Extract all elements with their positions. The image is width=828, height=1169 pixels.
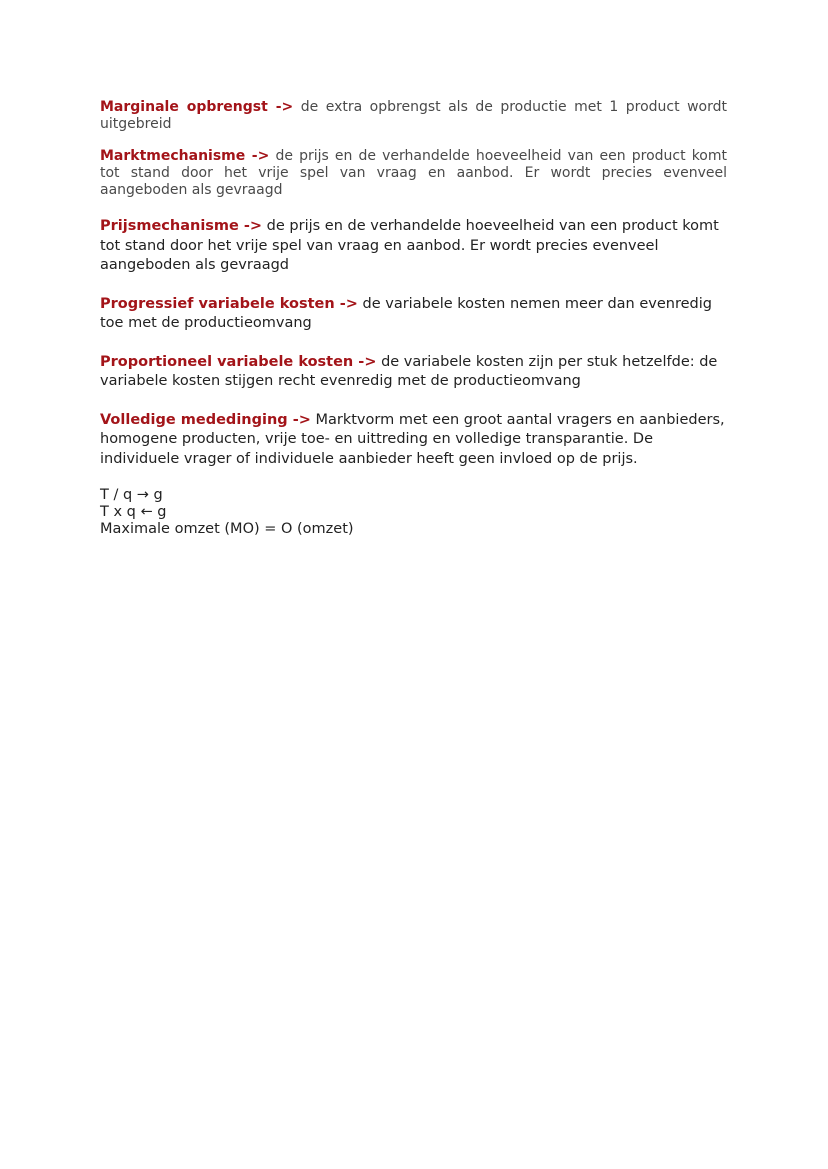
definition-term: Proportioneel variabele kosten -> — [100, 353, 377, 370]
definition-prijsmechanisme — [100, 217, 727, 276]
formula-block — [100, 487, 727, 538]
definition-progressief-variabele-kosten — [100, 295, 727, 334]
definition-text: Marktvorm met een groot aantal vragers en aanbieders, homogene producten, vrije toe- en uittreding en volledige transparantie. De individuele vrager of individuele aanbieder heeft geen invloed op de prijs. — [100, 411, 725, 467]
definition-volledige-mededinging — [100, 411, 727, 470]
definition-marktmechanisme — [100, 148, 727, 199]
definition-text: de prijs en de verhandelde hoeveelheid van een product komt tot stand door het vrije spel van vraag en aanbod. Er wordt precies evenveel aangeboden als gevraagd — [100, 218, 719, 273]
definition-proportioneel-variabele-kosten — [100, 353, 727, 392]
definition-term: Prijsmechanisme -> — [100, 218, 263, 234]
definition-marginale-opbrengst — [100, 99, 727, 133]
document-page — [100, 99, 727, 538]
definition-text: de variabele kosten zijn per stuk hetzelfde: de variabele kosten stijgen recht evenredig met de productieomvang — [100, 353, 718, 389]
definition-term: Volledige mededinging -> — [100, 411, 311, 428]
definition-text: de prijs en de verhandelde hoeveelheid van een product komt tot stand door het vrije spel van vraag en aanbod. Er wordt precies evenveel aangeboden als gevraagd — [100, 148, 727, 198]
formula-line: T x q ← g — [100, 504, 167, 520]
definition-term: Progressief variabele kosten -> — [100, 295, 358, 312]
definition-text: de extra opbrengst als de productie met 1 product wordt uitgebreid — [100, 99, 727, 132]
definition-term: Marktmechanisme -> — [100, 148, 270, 164]
formula-line: T / q → g — [100, 487, 163, 503]
formula-line: Maximale omzet (MO) = O (omzet) — [100, 521, 354, 537]
definition-text: de variabele kosten nemen meer dan evenredig toe met de productieomvang — [100, 295, 712, 331]
definition-term: Marginale opbrengst -> — [100, 99, 294, 115]
